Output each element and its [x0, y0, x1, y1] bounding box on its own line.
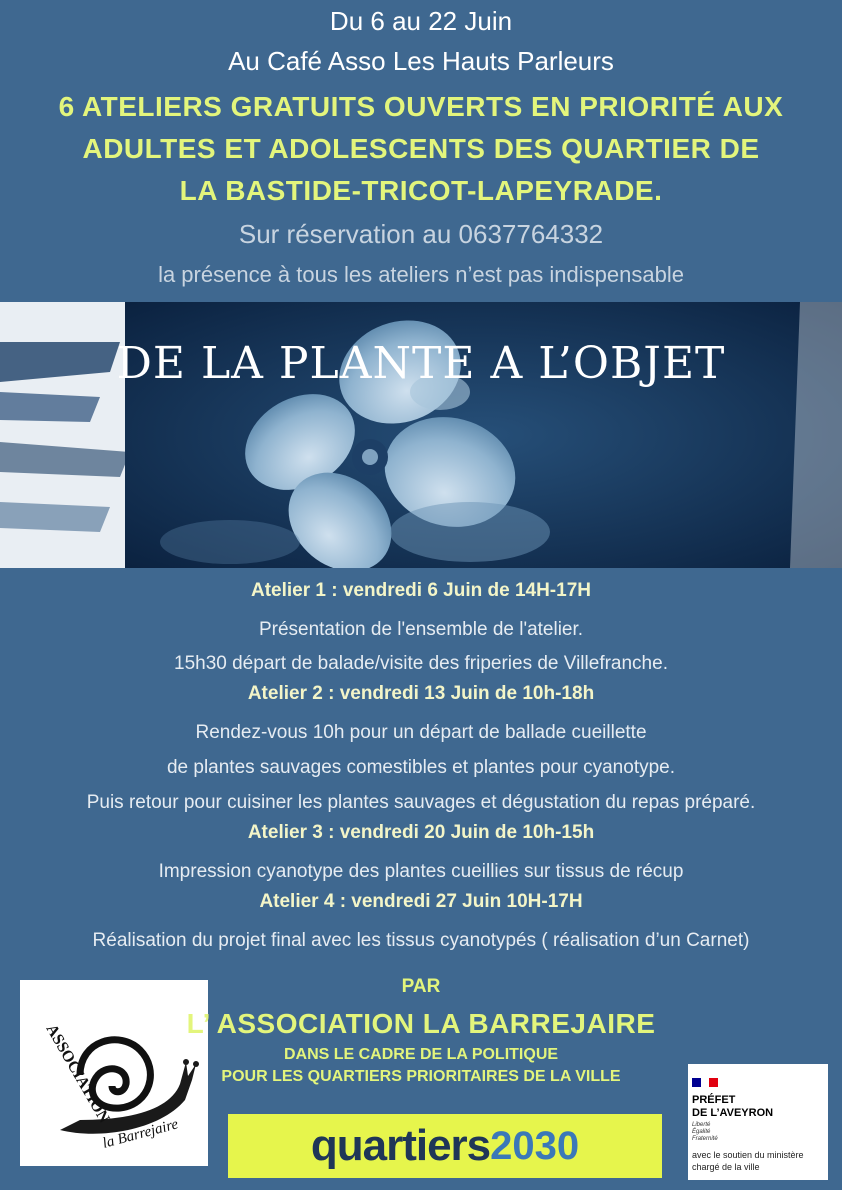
- framework-line: DANS LE CADRE DE LA POLITIQUE: [283, 1046, 559, 1063]
- association-name: L’ ASSOCIATION LA BARREJAIRE: [186, 1008, 656, 1039]
- atelier-4-detail: Réalisation du projet final avec les tissus cyanotypés ( réalisation d’un Carnet): [92, 930, 750, 951]
- logo-barrejaire-text: la Barrejaire: [100, 1116, 181, 1152]
- atelier-1-detail: Présentation de l'ensemble de l'atelier.: [258, 619, 584, 640]
- headline-line: LA BASTIDE-TRICOT-LAPEYRADE.: [179, 175, 663, 206]
- support-line: avec le soutien du ministère: [692, 1150, 804, 1160]
- prefet-logo: [688, 1064, 828, 1180]
- atelier-1-heading: Atelier 1 : vendredi 6 Juin de 14H-17H: [250, 580, 591, 601]
- atelier-2-heading: Atelier 2 : vendredi 13 Juin de 10h-18h: [247, 683, 595, 704]
- motto-line: Égalité: [692, 1129, 711, 1135]
- atelier-3-heading: Atelier 3 : vendredi 20 Juin de 10h-15h: [247, 822, 595, 843]
- motto-line: Fraternité: [692, 1136, 718, 1142]
- atelier-3-detail: Impression cyanotype des plantes cueillies sur tissus de récup: [158, 861, 684, 882]
- reservation-info: Sur réservation au 0637764332: [238, 219, 604, 249]
- quartiers-word: quartiers: [310, 1121, 491, 1170]
- headline-line: ADULTES ET ADOLESCENTS DES QUARTIER DE: [82, 133, 760, 164]
- attendance-note: la présence à tous les ateliers n’est pas indispensable: [158, 262, 684, 287]
- by-label: PAR: [401, 976, 441, 997]
- prefet-title: PRÉFET: [692, 1094, 736, 1106]
- motto-line: Liberté: [692, 1122, 711, 1128]
- atelier-2-detail: de plantes sauvages comestibles et plantes pour cyanotype.: [166, 757, 676, 778]
- quartiers-year: 2030: [490, 1123, 580, 1168]
- headline-line: 6 ATELIERS GRATUITS OUVERTS EN PRIORITÉ AUX: [58, 91, 784, 122]
- event-dates: Du 6 au 22 Juin: [329, 6, 513, 36]
- quartiers-2030-logo: [228, 1114, 662, 1178]
- atelier-4-heading: Atelier 4 : vendredi 27 Juin 10H-17H: [259, 891, 583, 912]
- prefet-department: DE L’AVEYRON: [692, 1107, 774, 1119]
- framework-line: POUR LES QUARTIERS PRIORITAIRES DE LA VILLE: [221, 1068, 621, 1085]
- banner-title: DE LA PLANTE A L’OBJET: [116, 338, 726, 389]
- headline: [0, 86, 842, 212]
- french-flag-icon: [692, 1078, 718, 1087]
- support-line: chargé de la ville: [692, 1162, 760, 1172]
- event-venue: Au Café Asso Les Hauts Parleurs: [228, 46, 614, 76]
- logo-association-text: ASSOCIATION: [42, 1021, 113, 1126]
- atelier-2-detail: Puis retour pour cuisiner les plantes sauvages et dégustation du repas préparé.: [86, 792, 756, 813]
- atelier-2-detail: Rendez-vous 10h pour un départ de ballade cueillette: [195, 722, 647, 743]
- atelier-1-detail: 15h30 départ de balade/visite des friperies de Villefranche.: [174, 653, 668, 674]
